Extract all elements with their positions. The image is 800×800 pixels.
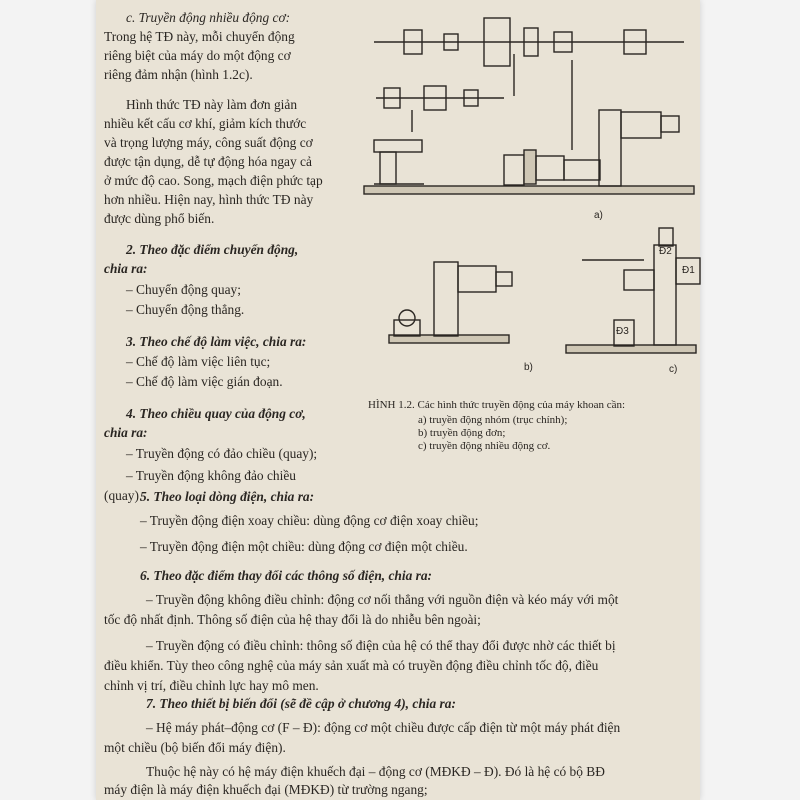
text-line: Hình thức TĐ này làm đơn giản	[126, 97, 298, 112]
section-c-heading: c. Truyền động nhiều động cơ:	[126, 10, 291, 25]
text-line: điều khiển. Tùy theo công nghệ của máy sản xuất mà có truyền động điều chỉnh tốc độ, điều	[104, 658, 599, 673]
text-line: riêng đảm nhận (hình 1.2c).	[104, 67, 253, 82]
text-line: chỉnh vị trí, điều chỉnh lực hay mô men.	[104, 678, 319, 693]
text-line: được tận dụng, dễ tự động hóa ngay cả	[104, 154, 312, 169]
figure-caption-title: HÌNH 1.2. Các hình thức truyền động của máy khoan cần:	[368, 399, 626, 411]
section-2-heading-cont: chia ra:	[104, 261, 148, 276]
section-4-heading-cont: chia ra:	[104, 425, 148, 440]
text-line: Trong hệ TĐ này, mỗi chuyển động	[104, 29, 295, 44]
figure-caption-item: b) truyền động đơn;	[418, 427, 506, 439]
section-3-heading: 3. Theo chế độ làm việc, chia ra:	[126, 334, 307, 349]
text-line: ở mức độ cao. Song, mạch điện phức tạp	[104, 173, 323, 188]
text-line: hơn nhiều. Hiện nay, hình thức TĐ này	[104, 192, 314, 207]
figure-1-2-drill-press-drawings	[354, 0, 700, 375]
section-5-heading: 5. Theo loại dòng điện, chia ra:	[140, 489, 315, 504]
figure-caption-item: c) truyền động nhiều động cơ.	[418, 440, 551, 452]
section-4-heading: 4. Theo chiều quay của động cơ,	[126, 406, 306, 421]
fig-label-d3: Đ3	[616, 326, 629, 337]
text-line: nhiều kết cấu cơ khí, giảm kích thước	[104, 116, 307, 131]
fig-label-d2: Đ2	[659, 246, 672, 257]
text-line: – Hệ máy phát–động cơ (F – Đ): động cơ một chiều được cấp điện từ một máy phát điện	[146, 720, 621, 735]
section-7-heading: 7. Theo thiết bị biến đổi (sẽ đề cập ở chương 4), chia ra:	[146, 696, 456, 711]
text-line: – Truyền động có điều chỉnh: thông số điện của hệ có thể thay đổi được nhờ các thiết bị	[146, 638, 616, 653]
list-item: – Truyền động điện một chiều: dùng động cơ điện một chiều.	[140, 539, 468, 554]
list-item: – Truyền động không đảo chiều	[126, 468, 296, 483]
list-item: – Chuyển động thẳng.	[126, 302, 245, 317]
list-item: – Chế độ làm việc gián đoạn.	[126, 374, 283, 389]
figure-caption-item: a) truyền động nhóm (trục chính);	[418, 414, 568, 426]
text-line: một chiều (bộ biến đổi máy điện).	[104, 740, 286, 755]
fig-label-c: c)	[669, 364, 678, 375]
list-item: – Chế độ làm việc liên tục;	[126, 354, 271, 369]
text-line: Thuộc hệ này có hệ máy điện khuếch đại – động cơ (MĐKĐ – Đ). Đó là hệ có bộ BĐ	[146, 764, 605, 779]
text-line: được dùng phổ biến.	[104, 211, 215, 226]
list-item: – Truyền động điện xoay chiều: dùng động cơ điện xoay chiều;	[140, 513, 479, 528]
list-item-cont: (quay).	[104, 488, 143, 503]
fig-label-d1: Đ1	[682, 265, 695, 276]
list-item: – Truyền động có đảo chiều (quay);	[126, 446, 318, 461]
text-line: tốc độ nhất định. Thông số điện của hệ thay đổi là do nhiễu bên ngoài;	[104, 612, 481, 627]
section-6-heading: 6. Theo đặc điểm thay đổi các thông số điện, chia ra:	[140, 568, 432, 583]
book-page	[96, 0, 700, 800]
text-line: – Truyền động không điều chỉnh: động cơ nối thẳng với nguồn điện và kéo máy với một	[146, 592, 619, 607]
fig-label-a: a)	[594, 210, 603, 221]
fig-label-b: b)	[524, 362, 533, 373]
list-item: – Chuyển động quay;	[126, 282, 241, 297]
text-line: máy điện là máy điện khuếch đại (MĐKĐ) từ trường ngang;	[104, 782, 428, 797]
text-line: riêng biệt của máy do một động cơ	[104, 48, 291, 63]
text-line: và trọng lượng máy, công suất động cơ	[104, 135, 313, 150]
section-2-heading: 2. Theo đặc điểm chuyển động,	[126, 242, 299, 257]
